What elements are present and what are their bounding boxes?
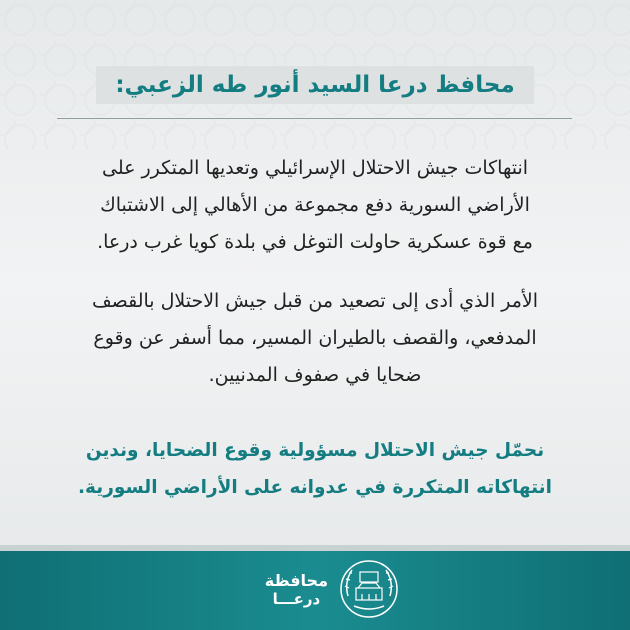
governorate-logo (230, 556, 400, 622)
paragraph-1-line: مع قوة عسكرية حاولت التوغل في بلدة كويا غرب درعا. (97, 231, 533, 253)
governorate-emblem-icon (338, 558, 400, 620)
footer-band (0, 545, 630, 551)
paragraph-1 (57, 150, 573, 261)
paragraph-2-line: المدفعي، والقصف بالطيران المسير، مما أسفر عن وقوع (93, 327, 537, 349)
divider (57, 118, 572, 119)
paragraph-1-line: الأراضي السورية دفع مجموعة من الأهالي إلى الاشتباك (100, 194, 530, 216)
paragraph-3-line: نحمّل جيش الاحتلال مسؤولية وقوع الضحايا، وندين (85, 440, 545, 461)
paragraph-2 (57, 283, 573, 394)
paragraph-3-statement (57, 432, 573, 506)
paragraph-1-line: انتهاكات جيش الاحتلال الإسرائيلي وتعديها المتكرر على (101, 157, 529, 179)
title-banner (96, 66, 534, 104)
logo-wordmark (265, 571, 328, 608)
logo-line-daraa: درعـــا (272, 589, 321, 608)
paragraph-2-line: ضحايا في صفوف المدنيين. (208, 364, 422, 386)
paragraph-2-line: الأمر الذي أدى إلى تصعيد من قبل جيش الاحتلال بالقصف (91, 290, 539, 312)
paragraph-3-line: انتهاكاته المتكررة في عدوانه على الأراضي السورية. (78, 477, 552, 498)
page-title: محافظ درعا السيد أنور طه الزعبي: (115, 72, 515, 98)
logo-line-governorate: محافظة (264, 570, 328, 590)
